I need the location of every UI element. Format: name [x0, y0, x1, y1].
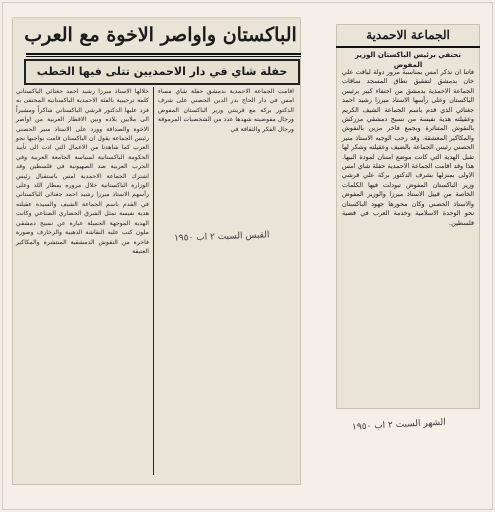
clipping-subheadline: حفلة شاي في دار الاحمديين تتلى فيها الخطب — [36, 65, 288, 78]
clipping-title: الجماعة الاحمدية — [336, 24, 480, 48]
article-column-right: اقامت الجماعة الاحمدية بدمشق حفلة شاي مساء امس في دار الحاج بدر الدين الحصني على شرف الدكتور بركة مع قرينتي وزير الباكستان المفوض ورجال مفوضيته شهدها عدد من الشخصيات المرموقة ورجال الفكر والثقافة في — [158, 88, 294, 133]
left-newspaper-clipping — [12, 17, 301, 485]
clipping-headline: الباكستان واواصر الاخوة مع العرب — [24, 24, 297, 46]
headline-rule — [26, 53, 301, 55]
column-divider — [153, 87, 154, 475]
handwritten-date-right: الشهر السبت ٢ اب ١٩٥٠ — [351, 417, 447, 433]
subheadline-box — [24, 59, 300, 85]
handwritten-date-left: القبس السبت ٢ اب ١٩٥٠ — [173, 230, 270, 244]
article-column-left: خلالها الاستاذ ميرزا رشيد احمد جغتائي الباكستاني كلمة ترحيبية بالفئة الاحمدية الباكستانية المحتفى به فرد عليها الدكتور قرشي الباكستاني شاكراً ومشيراً الى ملايين بلاده وبين الاقطار العربية من اواصر الاخوة والصداقة وورد على الاستاذ منير الحصني رئيس الجماعة يقول ان الباكستان قامت بواجبها نحو العرب كما شاهدنا من الاعمال التي ادت الى تأييد الحكومة الباكستانية لسياسة الجامعة العربية وفي الحرب العربية ضد الصهيونية في فلسطين وقد اشترك الجماعة الاحمدية امس باستقبال رئيس الوزارة الباكستانية خلال مروره بمطار اللد وعلى رأسهم الاستاذ ميرزا رشيد احمد جغتائي الباكستاني في القدم باسم الجماعة الشيف والسيدة عقيلته هدية نفيسة تمثل الشرق الحضاري الصناعي وكانت الهدية الموجهة الجميلة عبارة عن نسيج دمشقي ملون كتب عليه النقاشة الذهبية والزخارف وصورة فاخرة من النقوش الدمشقية المنتشرة والمكاكير العتيقة — [16, 88, 149, 255]
right-newspaper-clipping — [336, 24, 480, 409]
headline-rule-thin — [26, 56, 301, 57]
clipping-body: فاتنا ان نذكر امس بمناسبة مرور دولة لياقت علي خان بدمشق لتفقيق نطاق المسجد ساقات الجماعة الاحمدية بدمشق من احتفاء كبير برئيس الباكستان وعلى رأسها الاستاذ ميرزا رشيد احمد جغتائي الذي قدم باسم الجماعة الشيف الكريم وعقيلته هدية نفيسة من نسيج دمشقي مزركش بالنقوش المتناثرة ويجمع فاخر مزين بالنقوش والمكاكير المعشقة. وقد رحب الوجيه الاستاذ منير الحصني رئيس الجماعة بالضيف وعقيلته وشكر لها تقبل الهدية التي كانت موضع امتنان لمودة البيها. هذا وقد اقامت الجماعة الاحمدية حفلة شاي امس الاولى بمنزلها بشرف الدكتور بركة علي قرشي وزير الباكستان المفوض تبودلت فيها الكلمات الخاصة من قبيل الاستاذ ميرزا والوزير المفوض والاستاذ الحصني وكان محورها جهود الباكستان نحو الوحدة الاسلامية وخدمة العرب في قضية فلسطين. — [342, 68, 474, 227]
clipping-subtitle: تحتفي برئيس الباكستان الوزير المفوض — [355, 51, 461, 69]
